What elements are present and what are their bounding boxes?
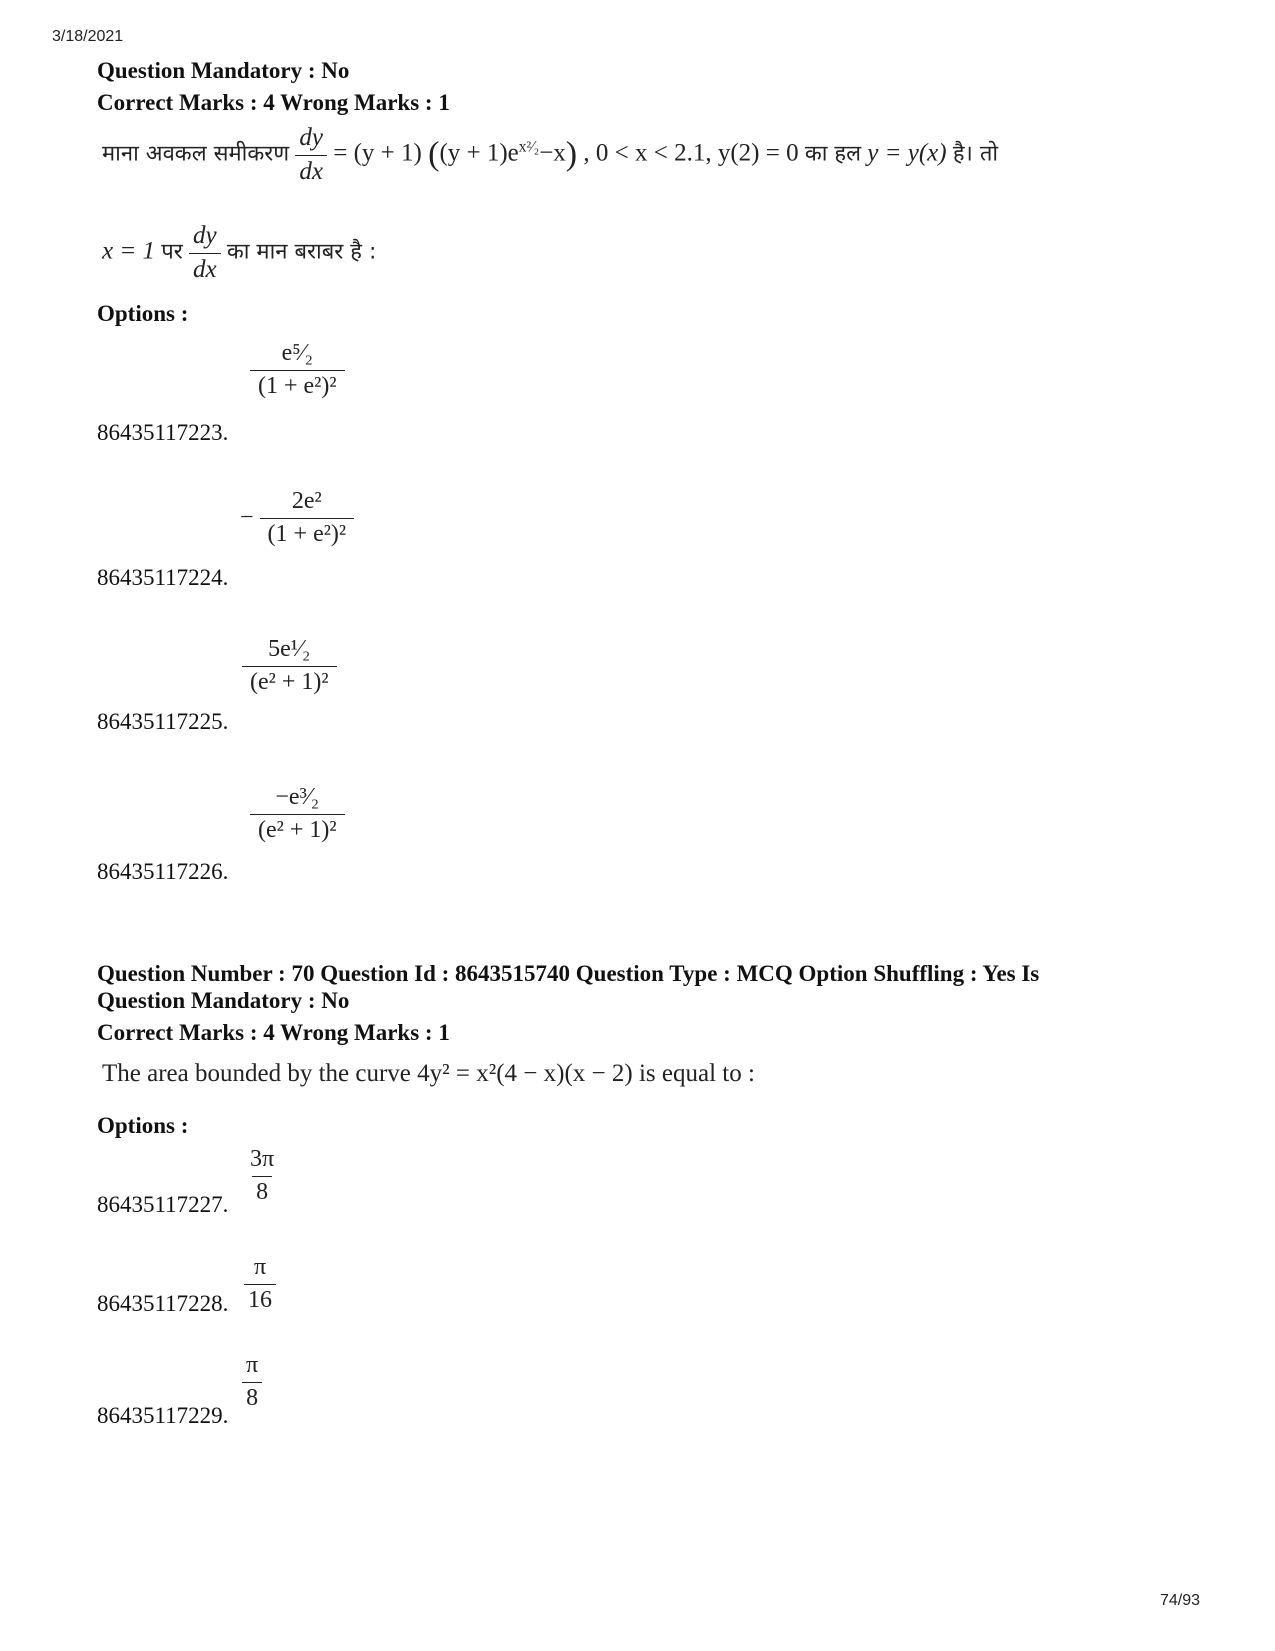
q69-option-4-id: 86435117226. [97,859,229,884]
q69-option-3-id: 86435117225. [97,709,229,734]
q69-option-3-formula: $\frac{\text{5e¹⁄₂}}{\text{(e² + 1)²}}$ [242,636,337,696]
q69-cond: , 0 < x < 2.1, y(2) = 0 [583,139,799,167]
q69-exp: x²⁄₂ [518,138,540,156]
q70-option-2-id: 86435117228. [97,1291,229,1316]
print-date: 3/18/2021 [52,28,124,45]
q69-stem-prefix: माना अवकल समीकरण [102,141,290,167]
q70-stem: The area bounded by the curve 4y² = x²(4 − x)(x − 2) is equal to : [102,1060,755,1087]
q70-mandatory: Question Mandatory : No [97,988,350,1013]
q69-inner-b: −x [539,139,566,167]
q69-options-label: Options : [97,301,189,326]
q70-marks: Correct Marks : 4 Wrong Marks : 1 [97,1020,450,1045]
q69-mid: का हल [804,141,862,167]
q69-mandatory: Question Mandatory : No [97,58,350,83]
q69-dydx-2: $\frac{dy}{dx}$ [189,222,221,284]
q69-marks: Correct Marks : 4 Wrong Marks : 1 [97,90,450,115]
q70-option-2-formula: $\frac{\pi}{16}$ [244,1254,276,1314]
q69-stem-line2: x = 1 पर $\frac{dy}{dx}$ का मान बराबर है : [102,222,377,283]
q69-option-2-formula: − $\frac{\text{2e²}}{\text{(1 + e²)²}}$ [240,488,354,548]
page-number: 74/93 [1160,1592,1201,1609]
q69-option-4-formula: $\frac{\text{−e³⁄₂}}{\text{(e² + 1)²}}$ [250,784,345,844]
q70-options-label: Options : [97,1113,189,1138]
q69-option-1-formula: $\frac{\text{e⁵⁄₂}}{\text{(1 + e²)²}}$ [250,340,345,400]
q69-stem-line1: माना अवकल समीकरण $\frac{dy}{dx}$ = (y + 1) $((y + 1)e^{x^2⁄_2}-x)$ , 0 < x < 2.1, y(2) = 0 का हल y = y(x) है। तो [102,124,999,185]
q69-sol: y = y(x) [867,139,947,167]
q69-option-2-id: 86435117224. [97,565,229,590]
q69-dydx: $\frac{dy}{dx}$ [295,124,327,186]
q69-eq: = (y + 1) [333,139,422,167]
q69-suffix: है। तो [952,141,999,167]
q69-inner-a: (y + 1)e [439,139,519,167]
q69-option-1-id: 86435117223. [97,420,229,445]
q70-option-3-id: 86435117229. [97,1403,229,1428]
q70-option-1-formula: $\frac{3\pi}{8}$ [250,1146,275,1205]
q70-header: Question Number : 70 Question Id : 8643515740 Question Type : MCQ Option Shuffling : Yes Is [97,961,1040,986]
q70-option-1-id: 86435117227. [97,1192,229,1217]
q70-option-3-formula: $\frac{\pi}{8}$ [242,1352,262,1412]
